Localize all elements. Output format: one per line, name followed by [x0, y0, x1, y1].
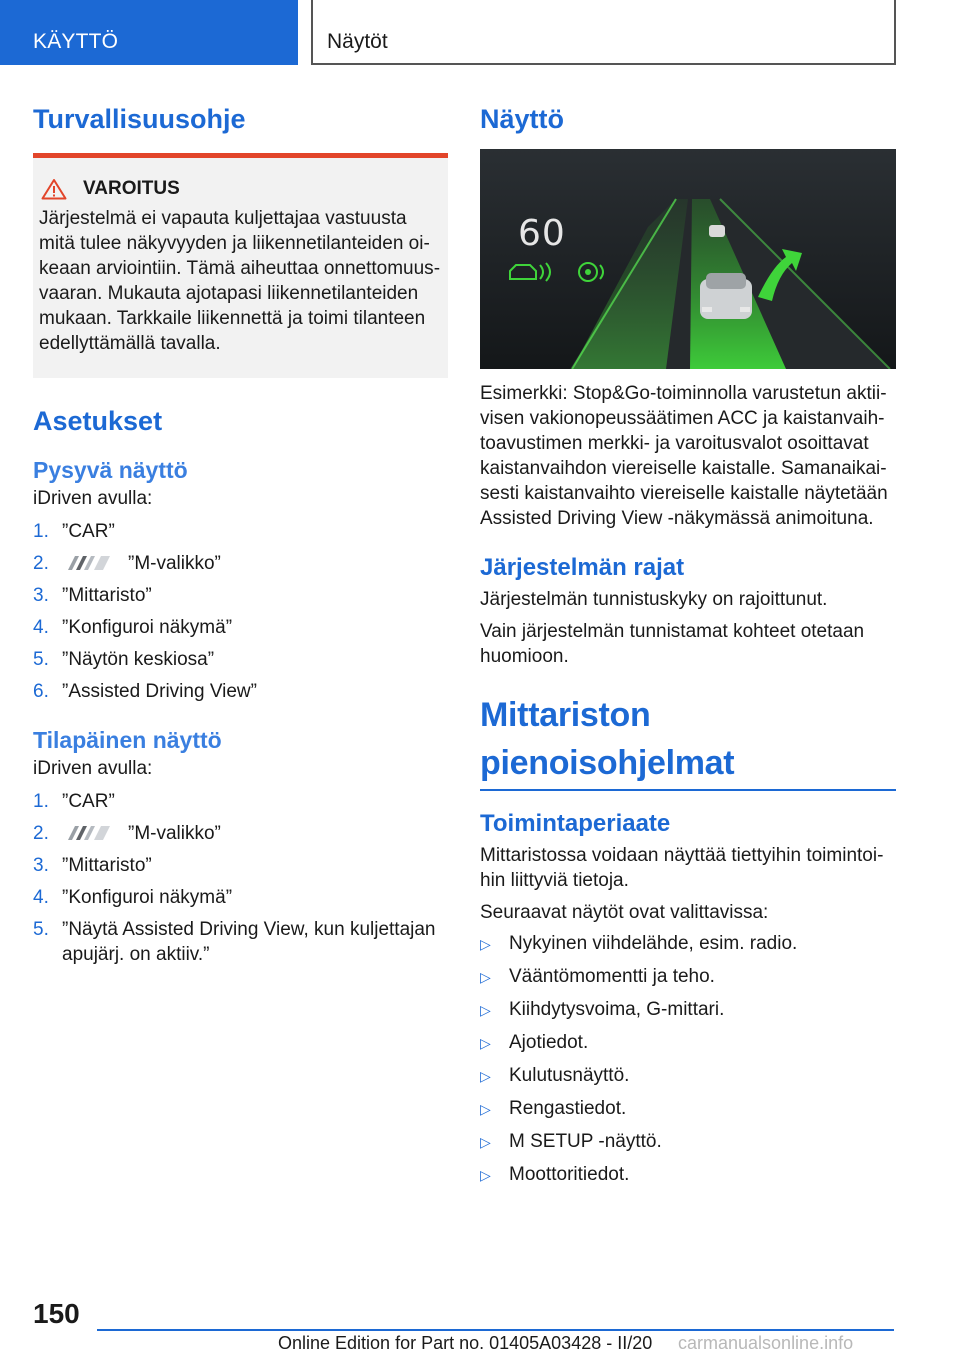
bullet-triangle-icon: ▷ [480, 1101, 491, 1117]
widget-options-list [480, 931, 896, 1188]
widgets-title: Mittariston pienoisohjelmat [480, 696, 735, 782]
list-item: 5. ”Näytä Assisted Driving View, kun kuljettajan apujärj. on aktiiv.” [33, 919, 436, 965]
bullet-triangle-icon: ▷ [480, 1068, 491, 1084]
principle-text-2: Seuraavat näytöt ovat valittavissa: [480, 902, 769, 923]
speed-readout: 60 [518, 213, 566, 254]
header-chapter-label: Näytöt [327, 30, 388, 53]
page-number: 150 [33, 1298, 80, 1329]
m-stripes-icon [62, 555, 116, 571]
bullet-triangle-icon: ▷ [480, 1134, 491, 1150]
list-item: 1. ”CAR” [33, 521, 115, 542]
permanent-steps [33, 519, 448, 704]
warning-box [33, 153, 448, 378]
limits-text-1: Järjestelmän tunnistuskyky on rajoittunut. [480, 589, 828, 610]
limits-text-2: Vain järjestelmän tunnistamat kohteet otetaan huomioon. [480, 621, 865, 667]
principle-text-1: Mittaristossa voidaan näyttää tiettyihin toimintoihin liittyviä tietoja. [480, 845, 884, 891]
limits-title: Järjestelmän rajat [480, 554, 685, 581]
list-item: 2. ”M-valikko” [33, 553, 221, 574]
warning-header [39, 178, 442, 200]
warning-label: VAROITUS [83, 178, 180, 199]
footer-rule [97, 1329, 894, 1331]
list-item: ▷ Rengastiedot. [480, 1096, 896, 1122]
widgets-heading-block [480, 691, 896, 791]
warning-text: Järjestelmä ei vapauta kuljettajaa vastuusta mitä tulee näkyvyyden ja liikennetilanteiden oikeaan arviointiin. Tämä aiheuttaa onnettomuusvaaran. Mukauta ajotapasi liikennetilanteiden mukaan. Tarkkaile liikennettä ja toimi tilanteen edellyttämällä tavalla. [39, 208, 441, 354]
header-section-label: KÄYTTÖ [33, 30, 119, 53]
header-section-tab [0, 0, 298, 65]
principle-title: Toimintaperiaate [480, 810, 671, 837]
temporary-display-title: Tilapäinen näyttö [33, 727, 222, 753]
temporary-intro: iDriven avulla: [33, 758, 153, 779]
list-item: ▷ Nykyinen viihdelähde, esim. radio. [480, 931, 896, 957]
header-chapter-tab [311, 0, 896, 65]
bullet-triangle-icon: ▷ [480, 936, 491, 952]
list-item: ▷ Kiihdytysvoima, G-mittari. [480, 997, 896, 1023]
list-item: 3. ”Mittaristo” [33, 855, 152, 876]
footer-edition: Online Edition for Part no. 01405A03428 - II/20 [278, 1333, 653, 1353]
list-item: ▷ Kulutusnäyttö. [480, 1063, 896, 1089]
list-item: 6. ”Assisted Driving View” [33, 681, 257, 702]
safety-title: Turvallisuusohje [33, 104, 246, 134]
list-item: ▷ M SETUP -näyttö. [480, 1129, 896, 1155]
permanent-display-title: Pysyvä näyttö [33, 457, 188, 483]
bullet-triangle-icon: ▷ [480, 1035, 491, 1051]
list-item: 4. ”Konfiguroi näkymä” [33, 617, 233, 638]
right-column [480, 100, 896, 1195]
cluster-illustration [480, 149, 896, 369]
list-item: 1. ”CAR” [33, 791, 115, 812]
permanent-intro: iDriven avulla: [33, 488, 153, 509]
temporary-steps [33, 789, 448, 967]
assisted-driving-view-image [480, 149, 896, 369]
list-item: ▷ Vääntömomentti ja teho. [480, 964, 896, 990]
m-stripes-icon [62, 825, 116, 841]
bullet-triangle-icon: ▷ [480, 969, 491, 985]
settings-title: Asetukset [33, 406, 163, 436]
list-item: 2. ”M-valikko” [33, 823, 221, 844]
list-item: ▷ Ajotiedot. [480, 1030, 896, 1056]
list-item: ▷ Moottoritiedot. [480, 1162, 896, 1188]
bullet-triangle-icon: ▷ [480, 1002, 491, 1018]
list-item: 5. ”Näytön keskiosa” [33, 649, 215, 670]
left-column [33, 100, 448, 974]
footer-watermark: carmanualsonline.info [678, 1333, 854, 1353]
list-item: 4. ”Konfiguroi näkymä” [33, 887, 233, 908]
list-item: 3. ”Mittaristo” [33, 585, 152, 606]
bullet-triangle-icon: ▷ [480, 1167, 491, 1183]
warning-triangle-icon [41, 178, 67, 200]
image-caption: Esimerkki: Stop&Go-toiminnolla varustetun aktiivisen vakionopeussäätimen ACC ja kaistanvaihtoavustimen merkki- ja varoitusvalot osoittavat kaistanvaihdon viereiselle kaistalle. Samanaikaisesti kaistanvaihto viereiselle kaistalle näytetään Assisted Driving View -näkymässä animoituna. [480, 383, 888, 529]
display-title: Näyttö [480, 104, 565, 134]
